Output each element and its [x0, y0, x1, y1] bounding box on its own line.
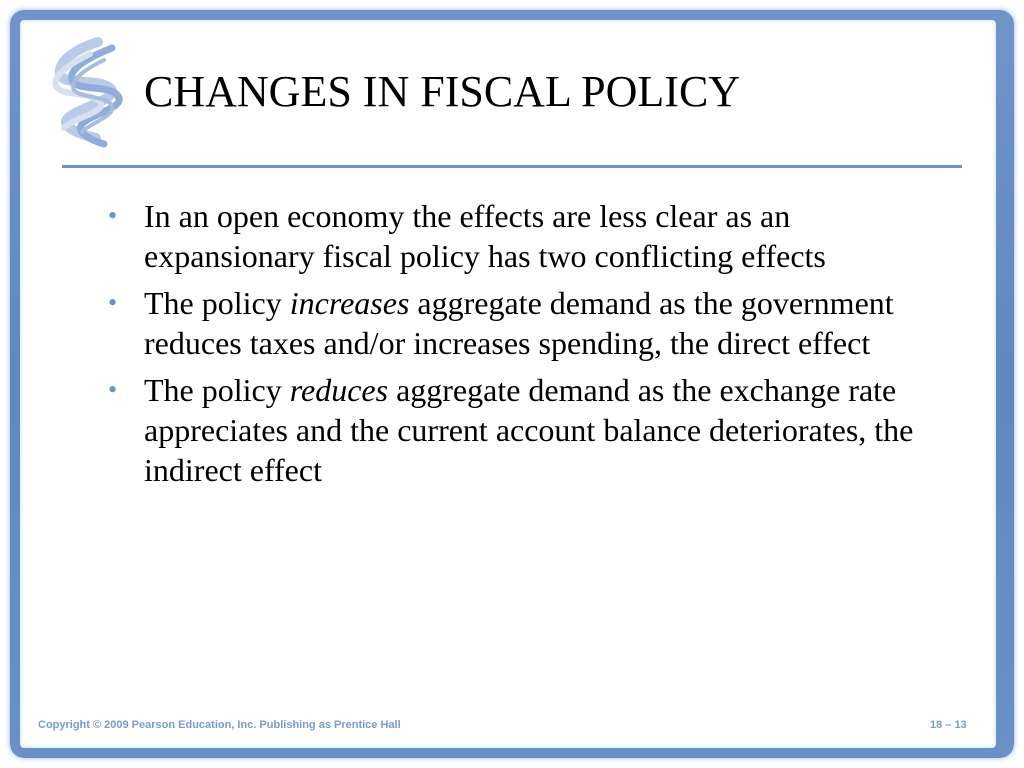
bullet-dot-icon: •: [108, 375, 118, 404]
bullet-text: The policy: [144, 285, 290, 321]
bullet-item: [108, 196, 948, 276]
bullet-text: The policy: [144, 372, 290, 408]
bullet-text-rest: aggregate demand as the exchange rate appreciates and the current account balance deteriorates, the indirect effect: [144, 372, 914, 488]
bullet-item: [108, 370, 948, 490]
slide-title: CHANGES IN FISCAL POLICY: [144, 67, 741, 116]
bullet-emphasis: reduces: [289, 372, 389, 408]
footer-copyright: Copyright © 2009 Pearson Education, Inc. Publishing as Prentice Hall: [38, 719, 401, 731]
bullet-list: [108, 196, 948, 497]
bullet-emphasis: increases: [289, 285, 410, 321]
bullet-text-rest: aggregate demand as the government reduces taxes and/or increases spending, the direct effect: [144, 285, 894, 361]
bullet-dot-icon: •: [108, 288, 118, 317]
footer-page-number: 18 – 13: [930, 719, 967, 731]
swirl-logo-icon: [38, 34, 138, 154]
bullet-item: [108, 283, 948, 363]
bullet-dot-icon: •: [108, 201, 118, 230]
bullet-text: In an open economy the effects are less clear as an expansionary fiscal policy has two conflicting effects: [144, 198, 826, 274]
title-divider: [62, 165, 962, 168]
